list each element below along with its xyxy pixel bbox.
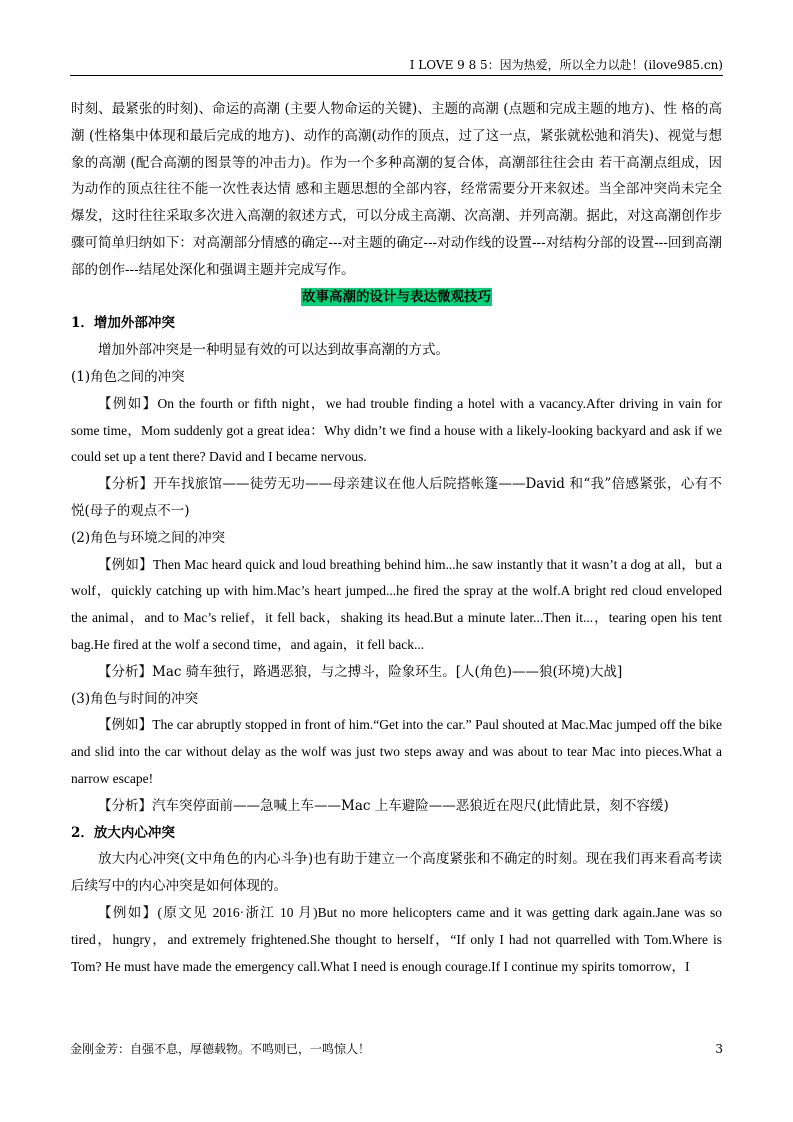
subheading-time-conflict: (3)角色与时间的冲突 [71, 690, 199, 707]
subheading-character-conflict: (1)角色之间的冲突 [71, 368, 185, 385]
example-time-conflict: 【例如】The car abruptly stopped in front of him.“Get into the car.” Paul shouted at Mac.Mac jumped off the bike and slid into the car without delay as the wolf was just two steps away and was about to tear Mac into pieces.What a narrow escape! [71, 717, 722, 786]
heading-external-conflict: 1．增加外部冲突 [71, 315, 175, 332]
header-rule [70, 75, 723, 76]
example-character-conflict: 【例如】On the fourth or fifth night，we had trouble finding a hotel with a vacancy.After driving in vain for some time，Mom suddenly got a great idea：Why didn’t we find a house with a likely-looking backyard and ask if we could set up a tent there? David and I became nervous. [71, 395, 722, 465]
page-header [70, 56, 723, 74]
page-number: 3 [715, 1042, 723, 1056]
subheading-environment-conflict: (2)角色与环境之间的冲突 [71, 529, 226, 546]
section-title-wrap [71, 284, 722, 311]
footer-motto: 金刚金芳：自强不息，厚德载物。不鸣则已，一鸣惊人！ [70, 1042, 371, 1056]
external-conflict-intro: 增加外部冲突是一种明显有效的可以达到故事高潮的方式。 [98, 342, 449, 359]
inner-conflict-intro: 放大内心冲突(文中角色的内心斗争)也有助于建立一个高度紧张和不确定的时刻。现在我们再来看高考读后续写中的内心冲突是如何体现的。 [71, 851, 722, 895]
analysis-environment-conflict: 【分析】Mac 骑车独行，路遇恶狼，与之搏斗，险象环生。[人(角色)——狼(环境)大战] [98, 663, 623, 680]
section-title: 故事高潮的设计与表达微观技巧 [302, 288, 491, 305]
analysis-time-conflict: 【分析】汽车突停面前——急喊上车——Mac 上车避险——恶狼近在咫尺(此情此景，刻不容缓) [98, 797, 669, 814]
example-environment-conflict: 【例如】Then Mac heard quick and loud breathing behind him...he saw instantly that it wasn’t a dog at all，but a wolf，quickly catching up with him.Mac’s heart jumped...he fired the spray at the wolf.A bright red cloud enveloped the animal，and to Mac’s relief，it fell back，shaking its head.But a minute later...Then it...，tearing open his tent bag.He fired at the wolf a second time，and again，it fell back... [71, 556, 722, 652]
analysis-character-conflict: 【分析】开车找旅馆——徒劳无功——母亲建议在他人后院搭帐篷——David 和“我”倍感紧张，心有不悦(母子的观点不一) [71, 476, 722, 519]
document-body [71, 96, 722, 980]
intro-paragraph: 时刻、最紧张的时刻)、命运的高潮 (主要人物命运的关键)、主题的高潮 (点题和完成主题的地方)、性 格的高潮 (性格集中体现和最后完成的地方)、动作的高潮(动作的顶点，过了这一点，紧张就松弛和消失)、视觉与想象的高潮 (配合高潮的图景等的冲击力)。作为一个多种高潮的复合体，高潮部往往会由 若干高潮点组成，因为动作的顶点往往不能一次性表达情 感和主题思想的全部内容，经常需要分开来叙述。当全部冲突尚未完全爆发，这时往往采取多次进入高潮的叙述方式，可以分成主高潮、次高潮、并列高潮。据此，对这高潮创作步骤可简单归纳如下：对高潮部分情感的确定---对主题的确定---对动作线的设置---对结构分部的设置---回到高潮部的创作---结尾处深化和强调主题并完成写作。 [71, 101, 722, 278]
header-text: I LOVE 9 8 5：因为热爱，所以全力以赴！(ilove985.cn) [409, 58, 723, 72]
page-footer [70, 1040, 723, 1058]
example-inner-conflict: 【例如】(原文见 2016·浙江 10 月)But no more helicopters came and it was getting dark again.Jane was so tired，hungry，and extremely frightened.She thought to herself，“If only I had not quarrelled with Tom.Where is Tom? He must have made the emergency call.What I need is enough courage.If I continue my spirits tomorrow，I [71, 904, 722, 974]
heading-inner-conflict: 2．放大内心冲突 [71, 824, 175, 841]
